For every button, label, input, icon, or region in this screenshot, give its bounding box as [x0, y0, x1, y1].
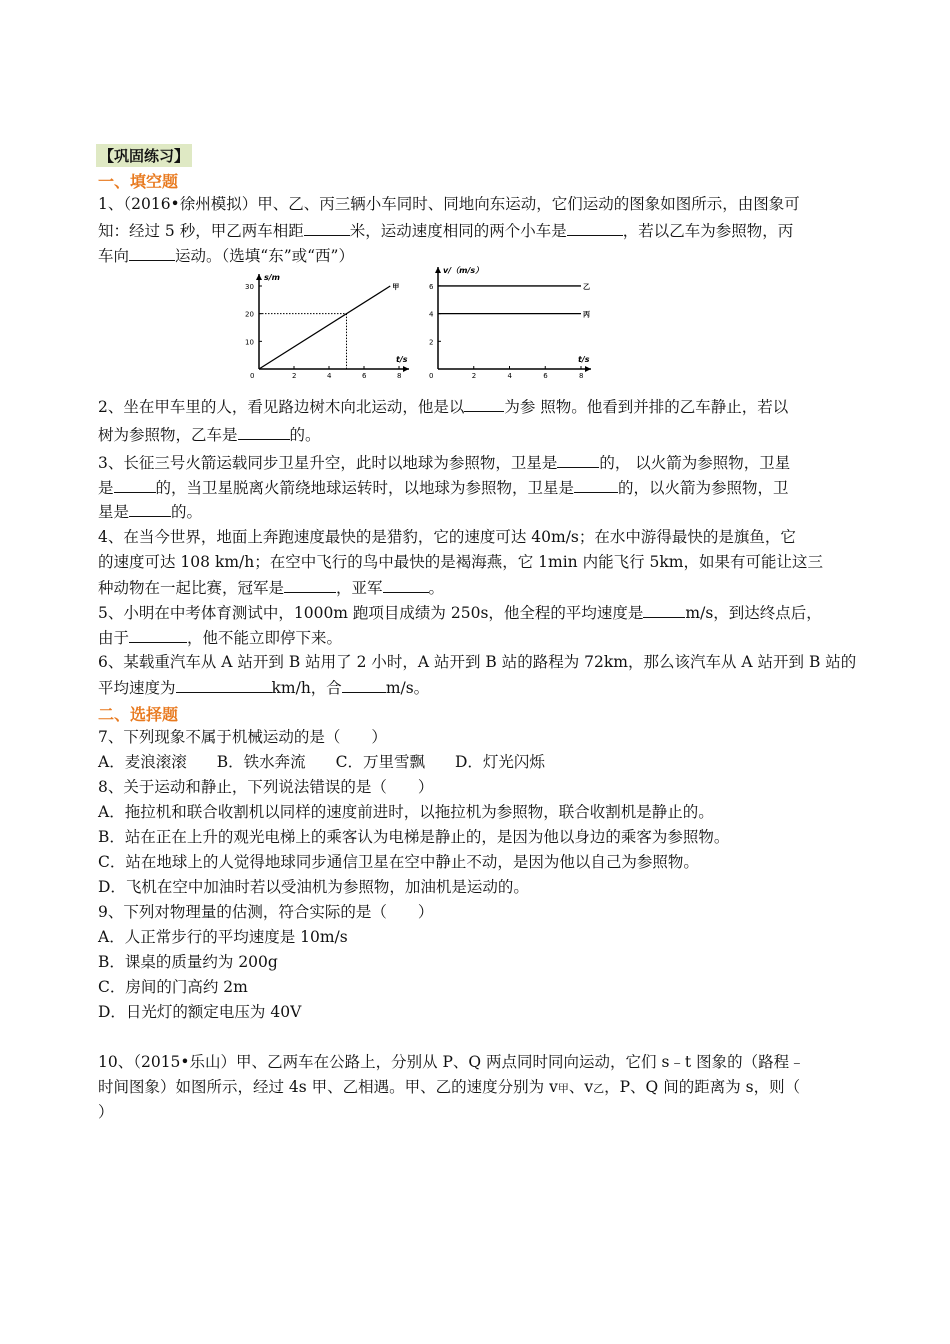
answer-blank[interactable]: [238, 424, 290, 440]
q5-line-1: 5、小明在中考体育测试中，1000m 跑项目成绩为 250s，他全程的平均速度是 m/s，到达终点后，: [98, 604, 822, 622]
series-label: 乙: [583, 282, 590, 291]
option-b[interactable]: B．铁水奔流: [216, 753, 306, 771]
q8-option-b[interactable]: B．站在正在上升的观光电梯上的乘客认为电梯是静止的，是因为他以身边的乘客为参照物。: [98, 828, 730, 846]
section-choice-title: 二、选择题: [98, 705, 179, 724]
q7-options: [98, 752, 545, 772]
q9-option-b[interactable]: B．课桌的质量约为 200g: [98, 953, 278, 971]
x-axis-label: t/s: [396, 355, 408, 364]
answer-blank[interactable]: [567, 220, 623, 236]
x-tick-label: 8: [579, 372, 584, 380]
x-axis-arrow: [585, 366, 591, 372]
y-tick-label: 10: [245, 338, 254, 347]
q1-line-3: 车向 运动。（选填“东”或“西”）: [98, 247, 354, 265]
q10-line-3: ）: [98, 1103, 114, 1121]
q8-option-d[interactable]: D．飞机在空中加油时若以受油机为参照物，加油机是运动的。: [98, 878, 529, 896]
q4-line-1: 4、在当今世界，地面上奔跑速度最快的是猎豹，它的速度可达 40m/s；在水中游得最快的是旗鱼，它: [98, 528, 796, 546]
series-label: 甲: [392, 283, 400, 291]
vt-graph: [415, 266, 595, 381]
q10-line-1: 10、（2015•乐山）甲、乙两车在公路上，分别从 P、Q 两点同时同向运动，它们 s﹣t 图象的（路程﹣: [98, 1053, 805, 1071]
answer-blank[interactable]: [643, 602, 685, 618]
practice-tag: 【巩固练习】: [96, 144, 192, 167]
x-tick-label: 8: [397, 372, 402, 380]
series-line: [259, 286, 390, 369]
q2-line-1: 2、坐在甲车里的人，看见路边树木向北运动，他是以 为参 照物。他看到并排的乙车静止，若以: [98, 398, 789, 416]
answer-blank[interactable]: [342, 677, 386, 693]
q8-stem: 8、关于运动和静止，下列说法错误的是（ ）: [98, 778, 434, 796]
section-fill-blank-title: 一、填空题: [98, 172, 179, 191]
answer-blank[interactable]: [129, 245, 175, 261]
q1-line-1: 1、（2016•徐州模拟）甲、乙、丙三辆小车同时、同地向东运动，它们运动的图象如图所示，由图象可: [98, 195, 800, 213]
q4-line-2: 的速度可达 108 km/h；在空中飞行的鸟中最快的是褐海燕，它 1min 内能飞行 5km，如果有可能让这三: [98, 553, 823, 571]
q2-line-2: 树为参照物，乙车是 的。: [98, 426, 321, 444]
q6-line-1: 6、某载重汽车从 A 站开到 B 站用了 2 小时，A 站开到 B 站的路程为 72km，那么该汽车从 A 站开到 B 站的: [98, 653, 857, 671]
option-d[interactable]: D．灯光闪烁: [454, 753, 545, 771]
q5-line-2: 由于 ，他不能立即停下来。: [98, 629, 343, 647]
x-tick-label: 4: [327, 372, 332, 380]
q9-option-a[interactable]: A．人正常步行的平均速度是 10m/s: [98, 928, 348, 946]
y-axis-label: v/（m/s）: [443, 266, 484, 275]
option-c[interactable]: C．万里雪飘: [335, 753, 425, 771]
q3-line-2: 是 的，当卫星脱离火箭绕地球运转时，以地球为参照物，卫星是 的，以火箭为参照物，卫: [98, 479, 789, 497]
x-axis-label: t/s: [578, 355, 590, 364]
q4-line-3: 种动物在一起比赛，冠军是 ，亚军 。: [98, 579, 445, 597]
q9-option-c[interactable]: C．房间的门高约 2m: [98, 978, 248, 996]
y-tick-label: 30: [245, 283, 254, 291]
answer-blank[interactable]: [574, 477, 618, 493]
series-label: 丙: [583, 310, 590, 319]
q8-option-c[interactable]: C．站在地球上的人觉得地球同步通信卫星在空中静止不动，是因为他以自己为参照物。: [98, 853, 699, 871]
q9-option-d[interactable]: D．日光灯的额定电压为 40V: [98, 1003, 302, 1021]
answer-blank[interactable]: [114, 477, 156, 493]
y-axis-label: s/m: [264, 273, 281, 282]
answer-blank[interactable]: [176, 677, 272, 693]
q10-line-2: 时间图象）如图所示，经过 4s 甲、乙相遇。甲、乙的速度分别为 v甲、v乙，P、Q 间的距离为 s，则（: [98, 1078, 801, 1096]
x-tick-label: 2: [471, 372, 477, 380]
q3-line-3: 星是 的。: [98, 503, 203, 521]
y-tick-label: 2: [429, 338, 434, 347]
y-axis-arrow: [435, 267, 441, 273]
answer-blank[interactable]: [129, 501, 171, 517]
x-tick-label: 2: [292, 372, 297, 380]
x-tick-label: 0: [250, 372, 255, 380]
x-tick-label: 4: [507, 372, 512, 380]
answer-blank[interactable]: [129, 627, 187, 643]
q7-stem: 7、下列现象不属于机械运动的是（ ）: [98, 728, 387, 746]
answer-blank[interactable]: [557, 452, 599, 468]
st-graph: [240, 266, 415, 381]
x-tick-label: 6: [362, 372, 367, 380]
y-axis-arrow: [256, 274, 262, 280]
x-tick-label: 6: [543, 372, 548, 380]
q1-line-2: 知：经过 5 秒，甲乙两车相距 米，运动速度相同的两个小车是 ，若以乙车为参照物，丙: [98, 222, 794, 240]
answer-blank[interactable]: [464, 396, 504, 412]
q3-line-1: 3、长征三号火箭运载同步卫星升空，此时以地球为参照物，卫星是 的， 以火箭为参照物，卫星: [98, 454, 791, 472]
answer-blank[interactable]: [304, 220, 350, 236]
y-tick-label: 20: [245, 310, 254, 319]
q6-line-2: 平均速度为 km/h，合 m/s。: [98, 679, 430, 697]
x-tick-label: 0: [429, 372, 434, 380]
option-a[interactable]: A．麦浪滚滚: [98, 753, 187, 771]
x-axis-arrow: [403, 366, 409, 372]
answer-blank[interactable]: [383, 577, 429, 593]
q9-stem: 9、下列对物理量的估测，符合实际的是（ ）: [98, 903, 434, 921]
q8-option-a[interactable]: A．拖拉机和联合收割机以同样的速度前进时，以拖拉机为参照物，联合收割机是静止的。: [98, 803, 714, 821]
answer-blank[interactable]: [284, 577, 336, 593]
y-tick-label: 6: [429, 282, 434, 291]
y-tick-label: 4: [429, 310, 434, 319]
